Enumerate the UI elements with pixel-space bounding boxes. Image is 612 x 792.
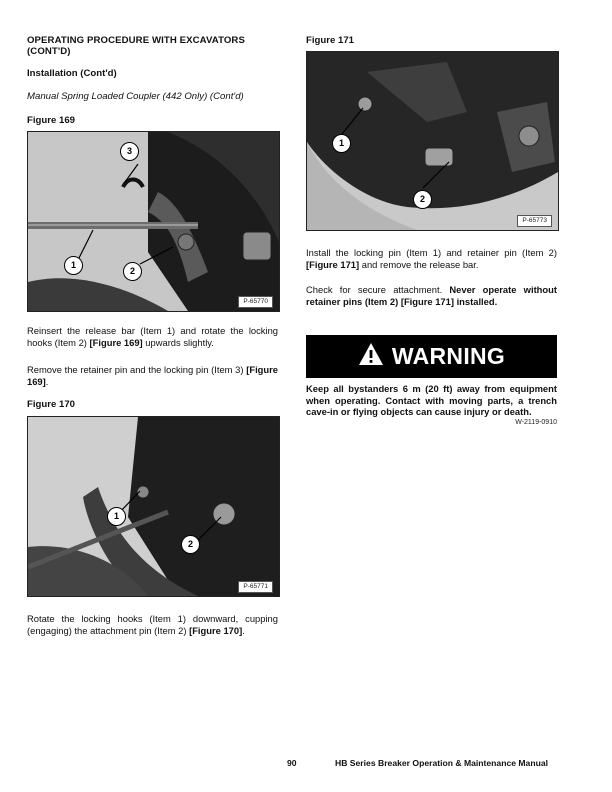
figure-169-code: P-65770	[238, 296, 273, 308]
callout-2: 2	[413, 190, 432, 209]
figure-ref: [Figure 171]	[400, 295, 454, 307]
figure-ref: [Figure 169]	[27, 364, 278, 387]
warning-triangle-icon	[358, 342, 384, 371]
figure-170-label: Figure 170	[27, 399, 75, 410]
paragraph-reinsert: Reinsert the release bar (Item 1) and rotate the locking hooks (Item 2) [Figure 169] upwards slightly.	[27, 325, 278, 348]
figure-169-photo	[27, 131, 280, 312]
figure-170-code: P-65771	[238, 581, 273, 593]
warning-banner	[306, 335, 557, 378]
paragraph-remove: Remove the retainer pin and the locking pin (Item 3) [Figure 169].	[27, 364, 278, 387]
callout-1: 1	[332, 134, 351, 153]
callout-1: 1	[107, 507, 126, 526]
page-number: 90	[287, 758, 297, 768]
paragraph-check: Check for secure attachment. Never operate without retainer pins (Item 2) [Figure 171] installed.	[306, 284, 557, 307]
section-title: OPERATING PROCEDURE WITH EXCAVATORS (CONT'D)	[27, 35, 245, 57]
manual-title: HB Series Breaker Operation & Maintenance Manual	[335, 758, 549, 768]
paragraph-install: Install the locking pin (Item 1) and retainer pin (Item 2) [Figure 171] and remove the release bar.	[306, 247, 557, 270]
warning-title: WARNING	[391, 343, 506, 369]
callout-3: 3	[120, 142, 139, 161]
figure-ref: [Figure 169]	[89, 336, 143, 348]
figure-170-photo	[27, 416, 280, 597]
figure-ref: [Figure 171]	[306, 258, 360, 270]
figure-171-photo	[306, 51, 559, 231]
warning-text: Keep all bystanders 6 m (20 ft) away from equipment when operating. Contact with moving parts, a trench cave-in or flying objects can cause injury or death.	[306, 383, 557, 418]
subsection-title: Installation (Cont'd)	[27, 68, 117, 79]
callout-1: 1	[64, 256, 83, 275]
figure-171-code: P-65773	[517, 215, 552, 227]
figure-169-label: Figure 169	[27, 115, 75, 126]
paragraph-rotate: Rotate the locking hooks (Item 1) downward, cupping (engaging) the attachment pin (Item 2) [Figure 170].	[27, 613, 278, 636]
bold-instruction: Never operate without retainer pins (Item 2)	[306, 284, 557, 307]
warning-code: W-2119-0910	[515, 419, 557, 426]
callout-2: 2	[123, 262, 142, 281]
subtitle-italic: Manual Spring Loaded Coupler (442 Only) (Cont'd)	[27, 91, 244, 102]
figure-ref: [Figure 170]	[189, 624, 243, 636]
callout-2: 2	[181, 535, 200, 554]
figure-171-label: Figure 171	[306, 35, 354, 46]
